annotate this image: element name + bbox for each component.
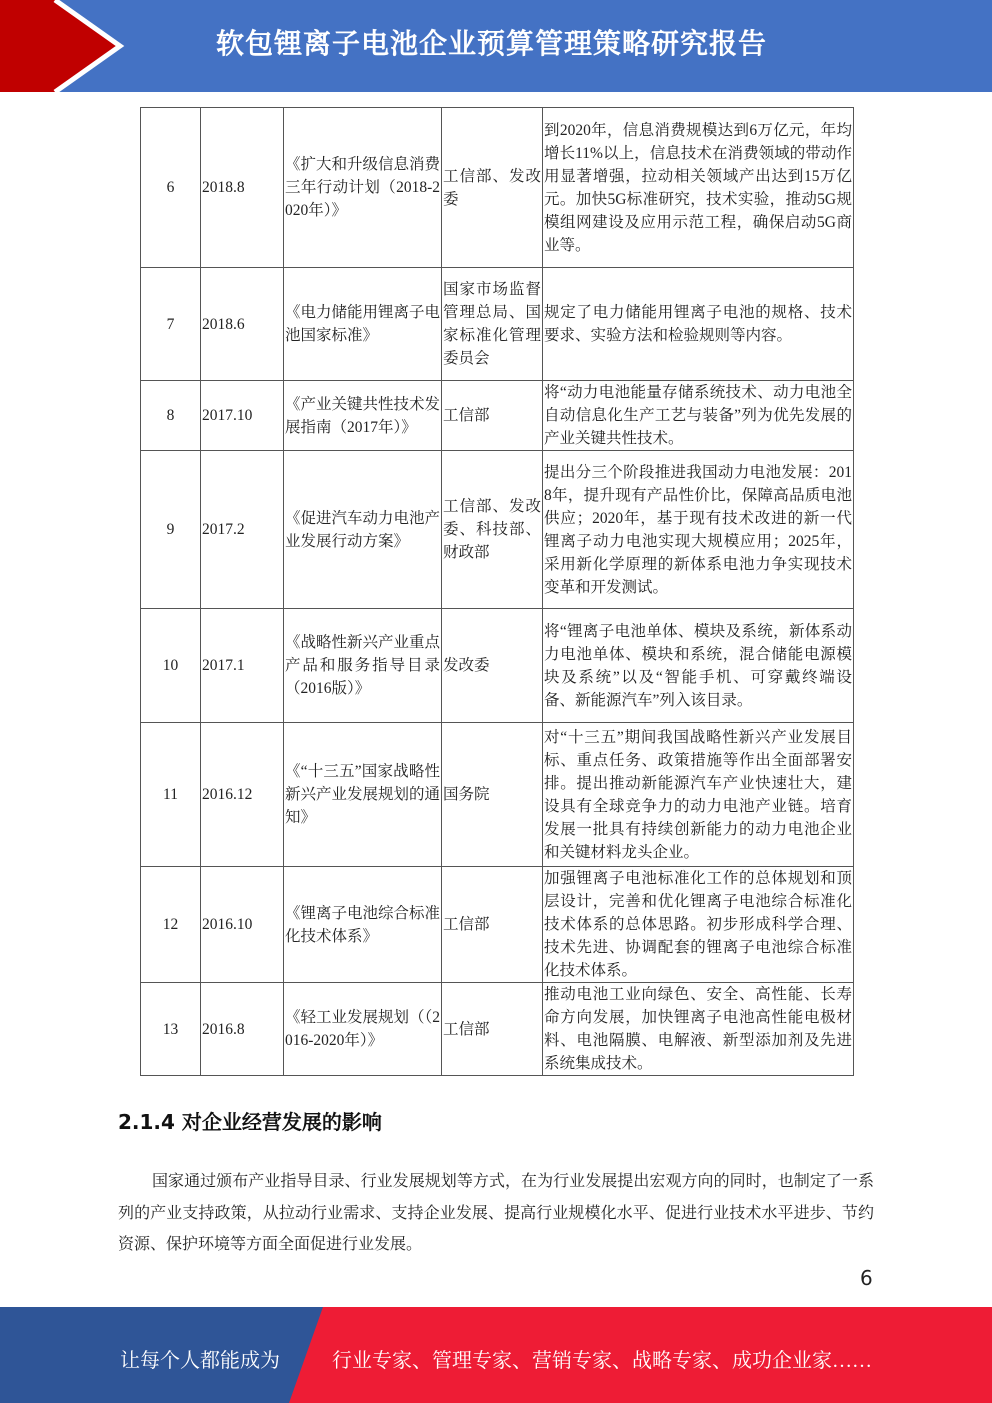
release-date: 2017.1 <box>201 609 284 723</box>
row-number: 10 <box>141 609 201 723</box>
row-number: 7 <box>141 268 201 381</box>
policy-content: 对“十三五”期间我国战略性新兴产业发展目标、重点任务、政策措施等作出全面部署安排。提出推动新能源汽车产业快速壮大，建设具有全球竞争力的动力电池产业链。培育发展一批具有持续创新能力的动力电池企业和关键材料龙头企业。 <box>543 723 854 867</box>
policy-content: 将“锂离子电池单体、模块及系统，新体系动力电池单体、模块和系统，混合储能电源模块及系统”以及“智能手机、可穿戴终端设备、新能源汽车”列入该目录。 <box>543 609 854 723</box>
table-row <box>141 268 854 381</box>
footer-banner <box>0 1307 992 1403</box>
policy-content: 推动电池工业向绿色、安全、高性能、长寿命方向发展，加快锂离子电池高性能电极材料、电池隔膜、电解液、新型添加剂及先进系统集成技术。 <box>543 983 854 1076</box>
release-date: 2016.10 <box>201 867 284 983</box>
report-title: 软包锂离子电池企业预算管理策略研究报告 <box>216 27 768 60</box>
section-heading: 2.1.4 对企业经营发展的影响 <box>118 1110 382 1134</box>
policy-content: 加强锂离子电池标准化工作的总体规划和顶层设计，完善和优化锂离子电池综合标准化技术体系的总体思路。初步形成科学合理、技术先进、协调配套的锂离子电池综合标准化技术体系。 <box>543 867 854 983</box>
issuing-department: 工信部 <box>442 867 543 983</box>
row-number: 9 <box>141 451 201 609</box>
issuing-department: 国务院 <box>442 723 543 867</box>
policy-content: 提出分三个阶段推进我国动力电池发展：2018年，提升现有产品性价比，保障高品质电池供应；2020年，基于现有技术改进的新一代锂离子动力电池实现大规模应用；2025年，采用新化学原理的新体系电池力争实现技术变革和开发测试。 <box>543 451 854 609</box>
table-row <box>141 983 854 1076</box>
row-number: 12 <box>141 867 201 983</box>
policy-title: 《产业关键共性技术发展指南（2017年）》 <box>284 381 442 451</box>
body-paragraph: 国家通过颁布产业指导目录、行业发展规划等方式，在为行业发展提出宏观方向的同时，也制定了一系列的产业支持政策，从拉动行业需求、支持企业发展、提高行业规模化水平、促进行业技术水平进步、节约资源、保护环境等方面全面促进行业发展。 <box>118 1173 874 1253</box>
issuing-department: 工信部、发改委、科技部、财政部 <box>442 451 543 609</box>
row-number: 11 <box>141 723 201 867</box>
policy-table <box>140 107 854 1076</box>
row-number: 6 <box>141 108 201 268</box>
policy-title: 《轻工业发展规划（（2016-2020年）》 <box>284 983 442 1076</box>
table-row <box>141 609 854 723</box>
issuing-department: 国家市场监督管理总局、国家标准化管理委员会 <box>442 268 543 381</box>
release-date: 2018.8 <box>201 108 284 268</box>
issuing-department: 发改委 <box>442 609 543 723</box>
row-number: 8 <box>141 381 201 451</box>
policy-title: 《促进汽车动力电池产业发展行动方案》 <box>284 451 442 609</box>
policy-title: 《“十三五”国家战略性新兴产业发展规划的通知》 <box>284 723 442 867</box>
release-date: 2016.12 <box>201 723 284 867</box>
table-row <box>141 381 854 451</box>
issuing-department: 工信部、发改委 <box>442 108 543 268</box>
release-date: 2017.10 <box>201 381 284 451</box>
policy-content: 将“动力电池能量存储系统技术、动力电池全自动信息化生产工艺与装备”列为优先发展的产业关键共性技术。 <box>543 381 854 451</box>
table-row <box>141 451 854 609</box>
red-arrow-decoration <box>0 0 130 92</box>
release-date: 2018.6 <box>201 268 284 381</box>
policy-title: 《电力储能用锂离子电池国家标准》 <box>284 268 442 381</box>
policy-title: 《战略性新兴产业重点产品和服务指导目录（2016版）》 <box>284 609 442 723</box>
policy-content: 到2020年，信息消费规模达到6万亿元，年均增长11%以上，信息技术在消费领域的带动作用显著增强，拉动相关领域产出达到15万亿元。加快5G标准研究，技术实验，推动5G规模组网建设及应用示范工程，确保启动5G商业等。 <box>543 108 854 268</box>
row-number: 13 <box>141 983 201 1076</box>
issuing-department: 工信部 <box>442 381 543 451</box>
table-row <box>141 108 854 268</box>
release-date: 2017.2 <box>201 451 284 609</box>
issuing-department: 工信部 <box>442 983 543 1076</box>
policy-content: 规定了电力储能用锂离子电池的规格、技术要求、实验方法和检验规则等内容。 <box>543 268 854 381</box>
page-number: 6 <box>860 1266 873 1290</box>
table-row <box>141 723 854 867</box>
footer-slogan-left: 让每个人都能成为 <box>120 1350 280 1372</box>
policy-title: 《锂离子电池综合标准化技术体系》 <box>284 867 442 983</box>
header-banner <box>0 0 992 92</box>
release-date: 2016.8 <box>201 983 284 1076</box>
footer-slogan-right: 行业专家、管理专家、营销专家、战略专家、成功企业家…… <box>332 1350 872 1372</box>
policy-title: 《扩大和升级信息消费三年行动计划（2018-2020年）》 <box>284 108 442 268</box>
table-row <box>141 867 854 983</box>
